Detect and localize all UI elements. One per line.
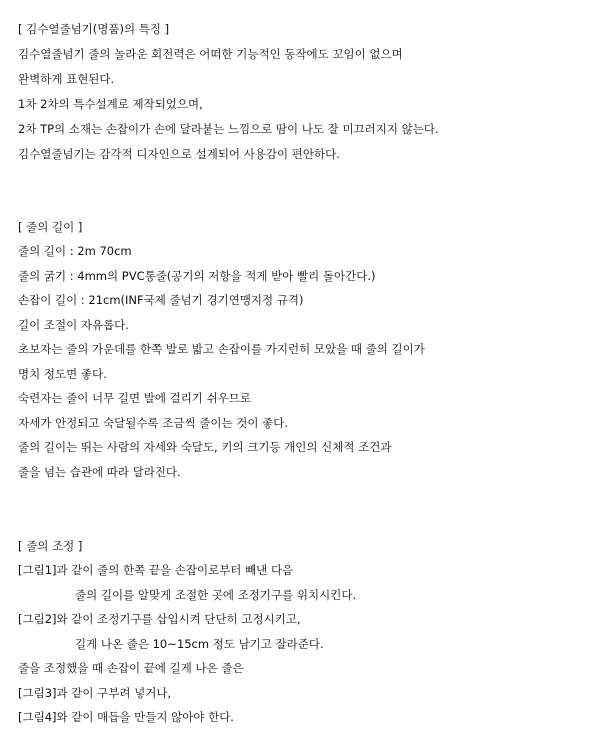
features-line-4: 2차 TP의 소재는 손잡이가 손에 달라붙는 느낌으로 땀이 나도 잘 미끄러지지 않는다. xyxy=(18,122,439,136)
adjust-heading: [ 줄의 조정 ] xyxy=(18,539,83,553)
adjust-line-5: 줄을 조정했을 때 손잡이 끝에 길게 나온 줄은 xyxy=(18,661,244,675)
length-line-8: 자세가 안정되고 숙달될수록 조금씩 줄이는 것이 좋다. xyxy=(18,416,288,430)
features-line-5: 김수열줄넘기는 감각적 디자인으로 설계되어 사용감이 편안하다. xyxy=(18,147,340,161)
adjust-line-3: [그림2]와 같이 조정기구를 삽입시켜 단단히 고정시키고, xyxy=(18,612,301,626)
length-line-7: 숙련자는 줄이 너무 길면 발에 걸리기 쉬우므로 xyxy=(18,391,252,405)
length-line-9: 줄의 길이는 뛰는 사람의 자세와 숙달도, 키의 크기등 개인의 신체적 조건과 xyxy=(18,440,392,454)
features-line-2: 완벽하게 표현된다. xyxy=(18,72,115,86)
features-line-3: 1차 2차의 특수설계로 제작되었으며, xyxy=(18,97,203,111)
features-heading: [ 김수열줄넘기(명품)의 특징 ] xyxy=(18,22,170,36)
adjust-line-1: [그림1]과 같이 줄의 한쪽 끝을 손잡이로부터 빼낸 다음 xyxy=(18,563,294,577)
length-line-1: 줄의 길이 : 2m 70cm xyxy=(18,244,132,258)
adjust-line-6: [그림3]과 같이 구부려 넣거나, xyxy=(18,686,172,700)
length-line-2: 줄의 굵기 : 4mm의 PVC통줄(공기의 저항을 적게 받아 빨리 돌아간다.) xyxy=(18,269,376,283)
length-line-5: 초보자는 줄의 가운데를 한쪽 발로 밟고 손잡이를 가지런히 모았을 때 줄의 길이가 xyxy=(18,342,425,356)
features-line-1: 김수열줄넘기 줄의 놀라운 회전력은 어떠한 기능적인 동작에도 꼬임이 없으며 xyxy=(18,47,403,61)
adjust-line-4: 길게 나온 줄은 10~15cm 정도 남기고 잘라준다. xyxy=(75,637,324,651)
length-line-4: 길이 조절이 자유롭다. xyxy=(18,318,129,332)
length-line-3: 손잡이 길이 : 21cm(INF국제 줄넘기 경기연맹지정 규격) xyxy=(18,293,304,307)
length-line-10: 줄을 넘는 습관에 따라 달라진다. xyxy=(18,465,181,479)
adjust-line-7: [그림4]와 같이 매듭을 만들지 않아야 한다. xyxy=(18,710,234,724)
adjust-line-2: 줄의 길이를 알맞게 조절한 곳에 조정기구를 위치시킨다. xyxy=(75,588,357,602)
length-line-6: 명치 정도면 좋다. xyxy=(18,367,107,381)
length-heading: [ 줄의 길이 ] xyxy=(18,220,83,234)
